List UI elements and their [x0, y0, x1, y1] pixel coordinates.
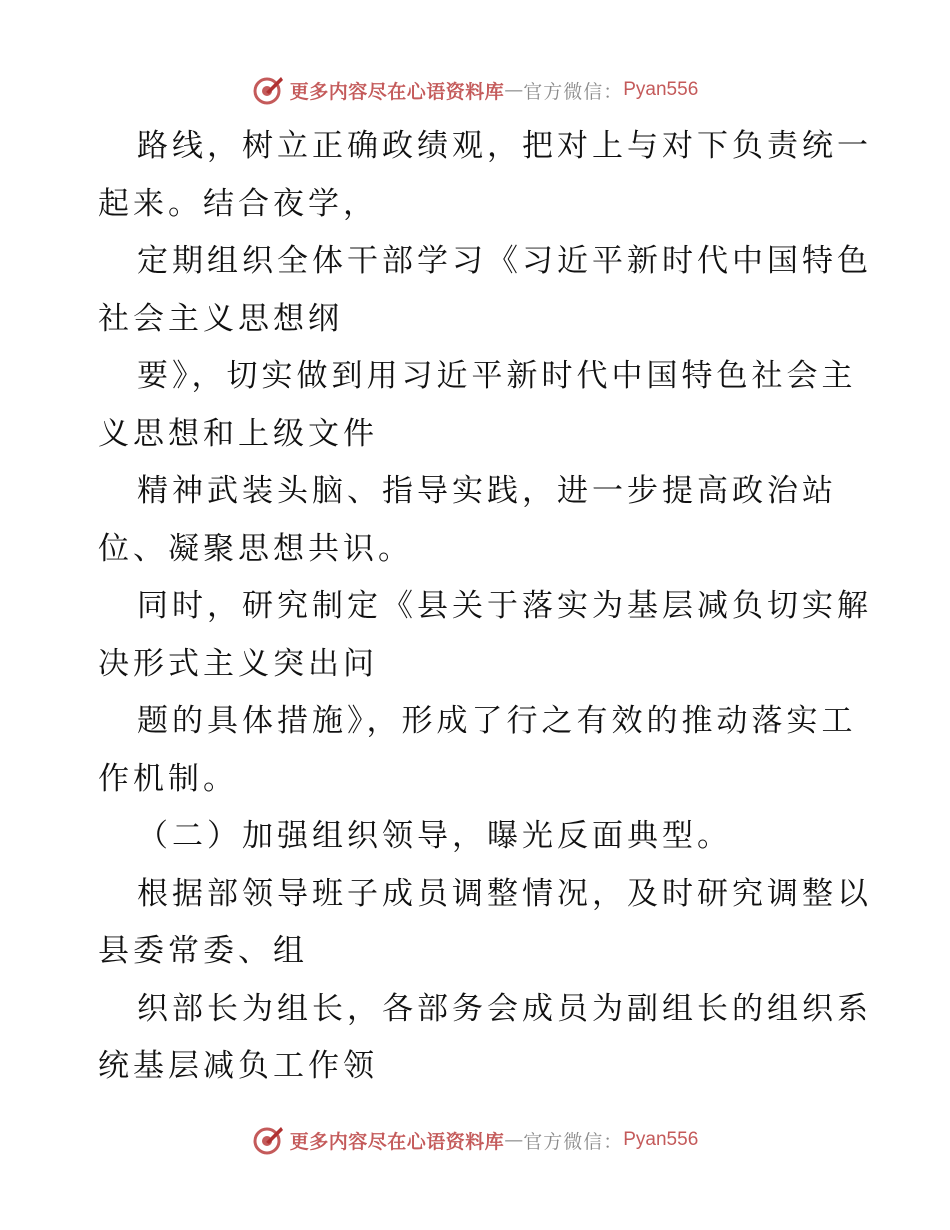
text-line: 位、凝聚思想共识。 [98, 530, 413, 567]
header-banner [0, 70, 950, 110]
text-line: 题的具体措施》，形成了行之有效的推动落实工 [137, 703, 857, 739]
text-line: 路线，树立正确政绩观，把对上与对下负责统一 [137, 128, 872, 164]
pen-logo-icon [252, 74, 284, 106]
text-line: 精神武装头脑、指导实践，进一步提高政治站 [137, 473, 837, 509]
banner-official-label: 官方微信： [523, 1130, 624, 1153]
text-line: 同时，研究制定《县关于落实为基层减负切实解 [137, 588, 872, 624]
text-line: 义思想和上级文件 [98, 415, 378, 452]
document-body [98, 118, 872, 1096]
text-line: 根据部领导班子成员调整情况，及时研究调整以 [137, 875, 872, 912]
text-line: 决形式主义突出问 [98, 645, 378, 682]
text-line: 织部长为组长，各部务会成员为副组长的组织系 [137, 990, 872, 1027]
text-line: 县委常委、组 [98, 933, 308, 969]
text-line: 统基层减负工作领 [98, 1048, 378, 1084]
text-line: 要》，切实做到用习近平新时代中国特色社会主 [137, 358, 857, 394]
text-line: 定期组织全体干部学习《习近平新时代中国特色 [137, 243, 872, 279]
text-line: 作机制。 [98, 760, 238, 797]
text-line: 社会主义思想纲 [98, 300, 343, 337]
section-heading: （二）加强组织领导，曝光反面典型。 [137, 818, 732, 854]
banner-title: 更多内容尽在心语资料库 [289, 80, 505, 103]
banner-separator: — [504, 1129, 524, 1151]
text-line: 起来。结合夜学， [98, 185, 378, 222]
footer-banner [0, 1120, 950, 1160]
banner-wechat-id: Pyan556 [623, 79, 699, 100]
banner-wechat-id: Pyan556 [623, 1129, 699, 1150]
banner-title: 更多内容尽在心语资料库 [289, 1130, 505, 1153]
banner-official-label: 官方微信： [523, 80, 624, 103]
pen-logo-icon [252, 1124, 284, 1156]
banner-separator: — [504, 79, 524, 101]
